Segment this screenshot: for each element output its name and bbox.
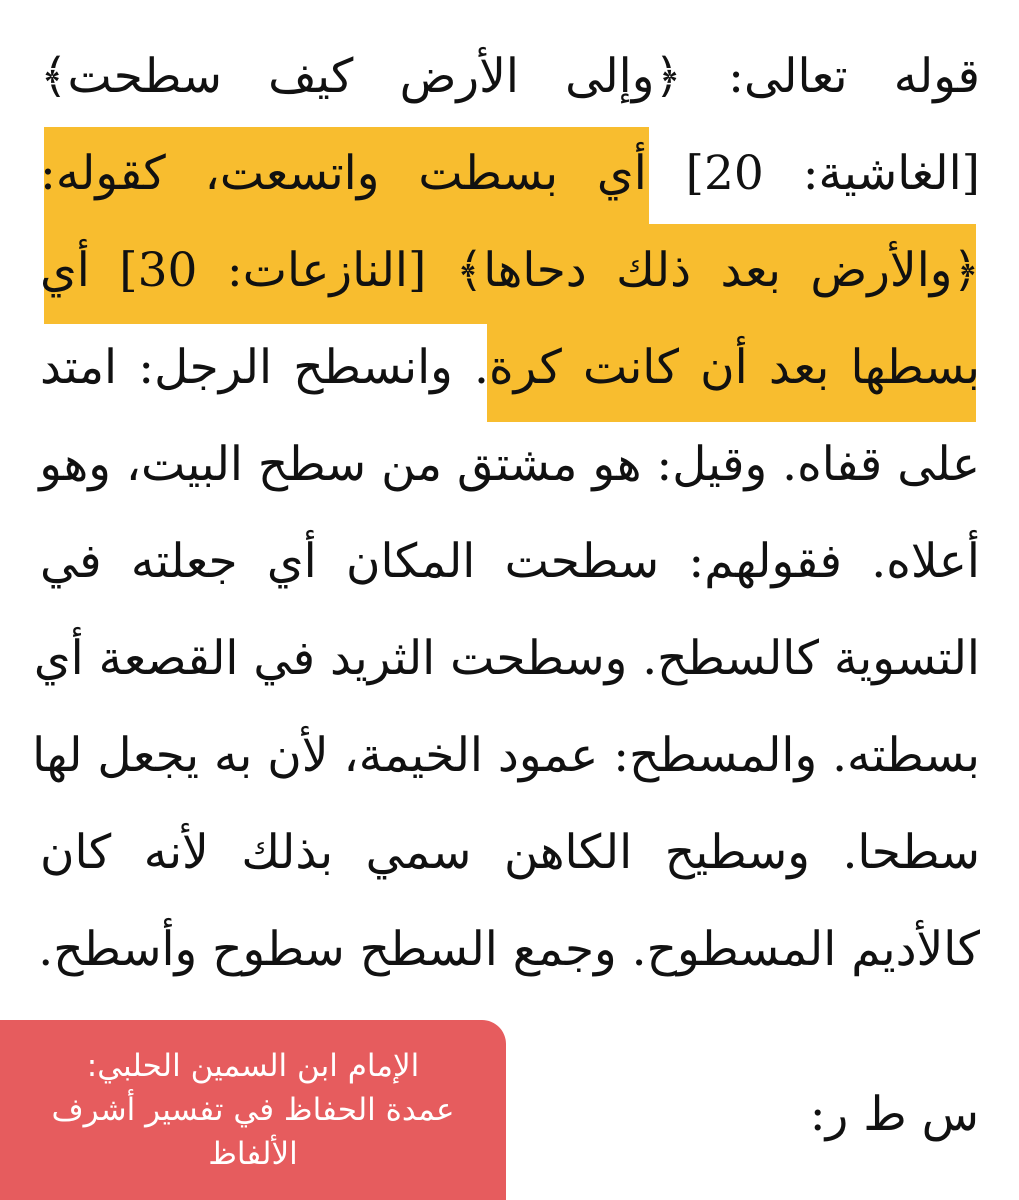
section-heading: س ط ر: [809,1087,979,1142]
attribution-author: الإمام ابن السمين الحلبي: [86,1048,420,1084]
passage-line-5: على قفاه. وقيل: هو مشتق من سطح البيت، وهو [39,437,980,492]
passage-line-9: سطحا. وسطيح الكاهن سمي بذلك لأنه كان [40,825,980,880]
passage-line-3: ﴿والأرض بعد ذلك دحاها﴾ [النازعات: 30] أي [40,243,980,298]
passage-line-4: بسطها بعد أن كانت كرة. وانسطح الرجل: امتد [40,340,980,395]
passage-line-2: [الغاشية: 20] أي بسطت واتسعت، كقوله: [40,146,981,201]
attribution-book-title: عمدة الحفاظ في تفسير أشرف الألفاظ [51,1092,455,1172]
passage-line-7: التسوية كالسطح. وسطحت الثريد في القصعة أي [33,631,980,686]
passage-line-8: بسطته. والمسطح: عمود الخيمة، لأن به يجعل لها [32,728,980,783]
passage-text [32,28,981,998]
passage-line-10: كالأديم المسطوح. وجمع السطح سطوح وأسطح. [38,922,980,977]
passage-line-1: قوله تعالى: ﴿وإلى الأرض كيف سطحت﴾ [40,49,980,104]
attribution-text [0,1044,506,1176]
attribution-box [0,1020,506,1200]
passage-line-6: أعلاه. فقولهم: سطحت المكان أي جعلته في [40,534,980,589]
